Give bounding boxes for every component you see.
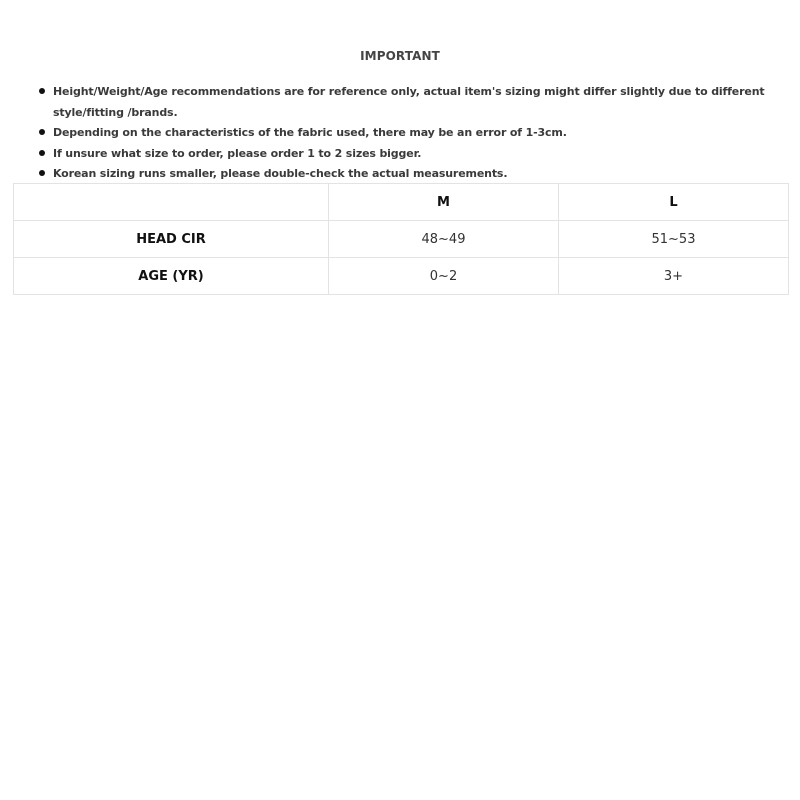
notice-title: IMPORTANT xyxy=(360,49,440,63)
table-cell: 0~2 xyxy=(329,258,559,295)
row-label-age: AGE (YR) xyxy=(14,258,329,295)
bullet-icon xyxy=(39,170,45,176)
table-cell: 3+ xyxy=(559,258,789,295)
bullet-icon xyxy=(39,88,45,94)
notice-item xyxy=(38,123,790,144)
table-cell: 51~53 xyxy=(559,221,789,258)
column-header-m: M xyxy=(329,184,559,221)
table-cell: 48~49 xyxy=(329,221,559,258)
notice-item-text: Height/Weight/Age recommendations are for reference only, actual item's sizing might differ slightly due to different style/fitting /brands. xyxy=(53,85,765,119)
row-label-head-cir: HEAD CIR xyxy=(14,221,329,258)
bullet-icon xyxy=(39,129,45,135)
table-header-row xyxy=(14,184,789,221)
notice-list xyxy=(38,82,790,185)
table-corner-cell xyxy=(14,184,329,221)
notice-item-text: Korean sizing runs smaller, please double-check the actual measurements. xyxy=(53,167,508,180)
table-row xyxy=(14,258,789,295)
table-row xyxy=(14,221,789,258)
notice-item xyxy=(38,164,790,185)
size-table xyxy=(13,183,789,295)
notice-item xyxy=(38,144,790,165)
bullet-icon xyxy=(39,150,45,156)
notice-item-text: If unsure what size to order, please order 1 to 2 sizes bigger. xyxy=(53,146,422,160)
column-header-l: L xyxy=(559,184,789,221)
notice-item xyxy=(38,82,790,123)
notice-item-text: Depending on the characteristics of the fabric used, there may be an error of 1-3cm. xyxy=(53,126,567,139)
